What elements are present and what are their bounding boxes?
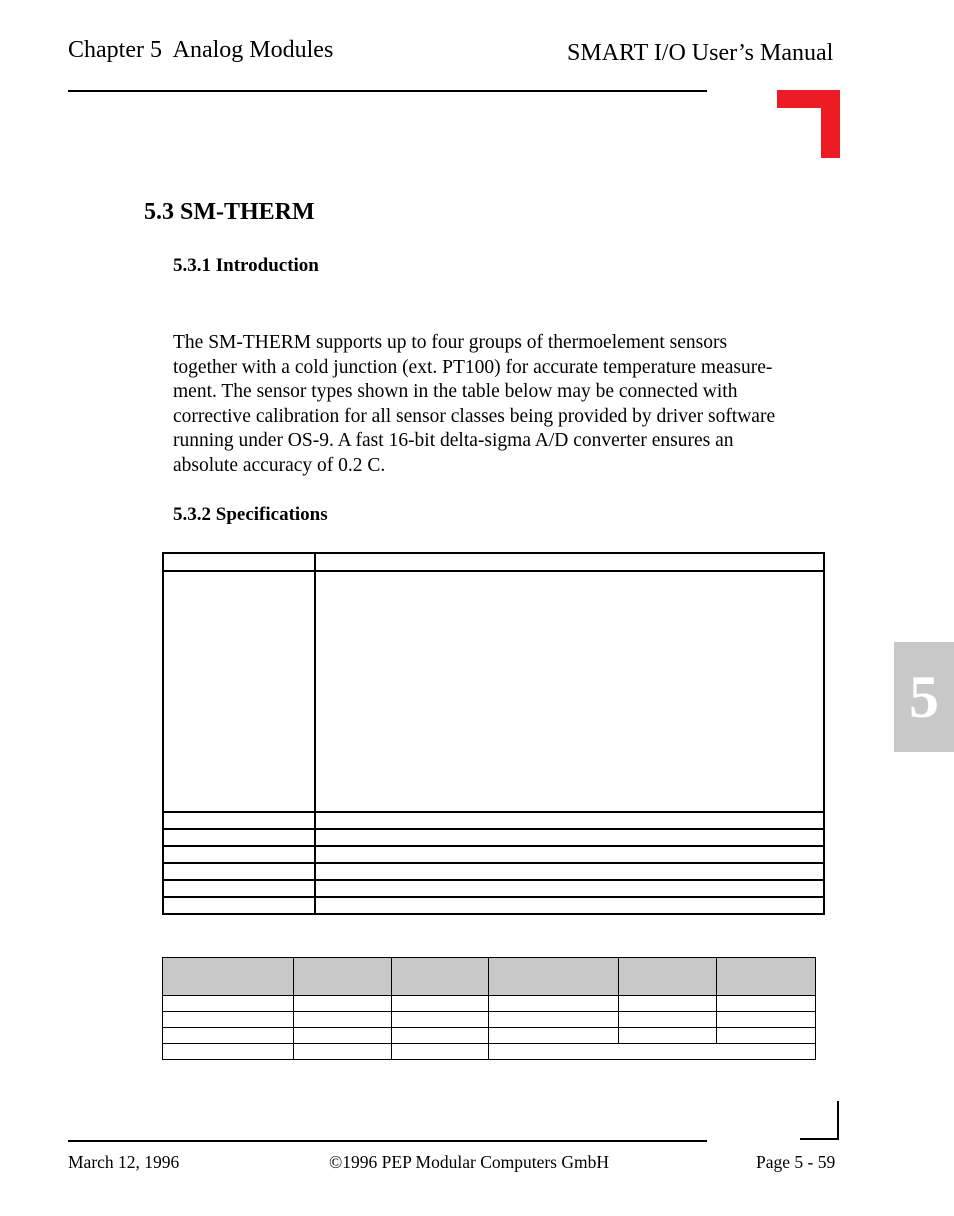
intro-line: The SM-THERM supports up to four groups of thermoelement sensors bbox=[173, 332, 728, 353]
intro-line: running under OS-9. A fast 16-bit delta-sigma A/D converter ensures an bbox=[173, 430, 734, 451]
table-row bbox=[163, 880, 824, 897]
header-rule bbox=[68, 90, 707, 92]
table-row bbox=[163, 1012, 816, 1028]
table-row bbox=[163, 1028, 816, 1044]
specifications-table bbox=[162, 552, 825, 915]
corner-marker bbox=[777, 90, 840, 158]
table-row bbox=[163, 863, 824, 880]
footer-rule bbox=[68, 1140, 707, 1142]
table-row bbox=[163, 996, 816, 1012]
chapter-tab: 5 bbox=[894, 642, 954, 752]
intro-heading: 5.3.1 Introduction bbox=[173, 255, 319, 276]
table-row bbox=[163, 846, 824, 863]
footer-corner-marker bbox=[837, 1101, 839, 1140]
table-row bbox=[163, 897, 824, 914]
intro-line: ment. The sensor types shown in the table below may be connected with bbox=[173, 381, 738, 402]
table-row bbox=[163, 553, 824, 571]
intro-line: absolute accuracy of 0.2 C. bbox=[173, 454, 386, 476]
section-title: 5.3 SM-THERM bbox=[144, 199, 315, 225]
table-row bbox=[163, 571, 824, 812]
page-number: Page 5 - 59 bbox=[756, 1152, 836, 1172]
sensor-types-table bbox=[162, 957, 816, 1060]
footer-copyright: ©1996 PEP Modular Computers GmbH bbox=[329, 1152, 610, 1172]
spec-heading: 5.3.2 Specifications bbox=[173, 504, 328, 525]
footer-corner-marker bbox=[800, 1138, 839, 1140]
table-header-row bbox=[163, 958, 816, 996]
chapter-header: Chapter 5 Analog Modules bbox=[68, 37, 334, 63]
manual-title: SMART I/O User’s Manual bbox=[567, 40, 834, 66]
table-row bbox=[163, 812, 824, 829]
footer-date: March 12, 1996 bbox=[68, 1152, 180, 1172]
intro-line: corrective calibration for all sensor classes being provided by driver software bbox=[173, 405, 776, 427]
table-row bbox=[163, 829, 824, 846]
table-row bbox=[163, 1044, 816, 1060]
intro-paragraph bbox=[173, 331, 843, 478]
intro-line: together with a cold junction (ext. PT100) for accurate temperature measure- bbox=[173, 356, 773, 378]
